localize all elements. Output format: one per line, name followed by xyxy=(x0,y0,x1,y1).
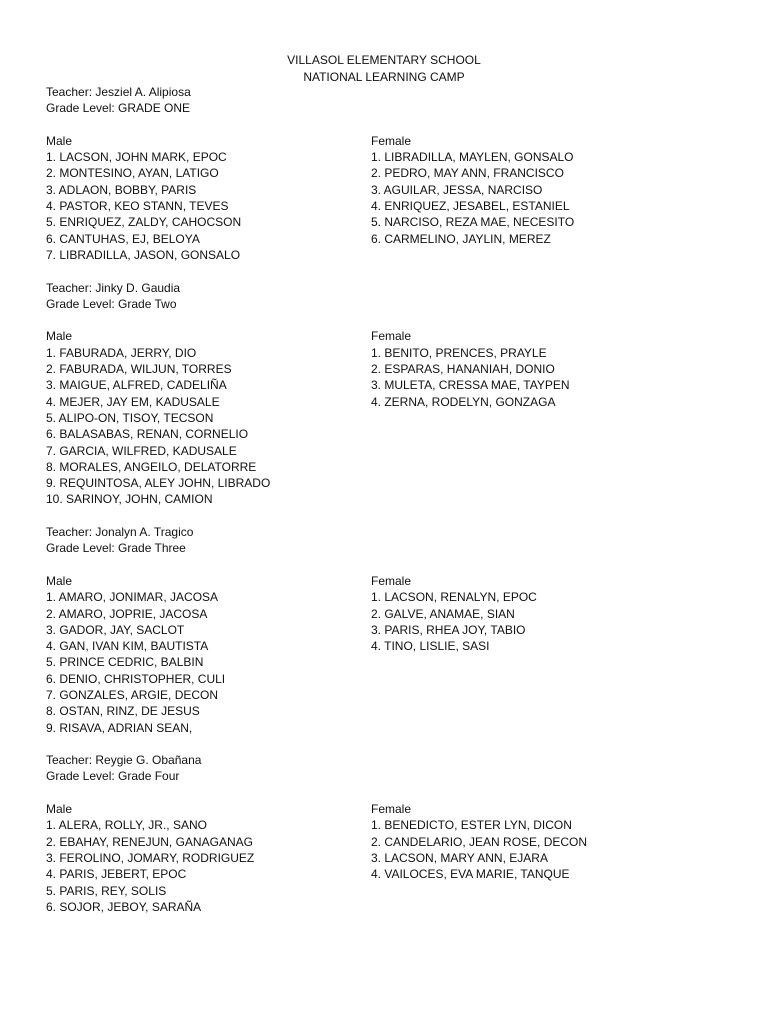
teacher-name: Teacher: Reygie G. Obañana xyxy=(46,753,202,768)
teacher-name: Teacher: Jesziel A. Alipiosa xyxy=(46,85,191,99)
female-list xyxy=(371,149,711,247)
list-item: 8. MORALES, ANGEILO, DELATORRE xyxy=(46,459,257,474)
teacher-name: Teacher: Jonalyn A. Tragico xyxy=(46,525,194,540)
list-item: 3. PARIS, RHEA JOY, TABIO xyxy=(371,622,526,637)
school-name: VILLASOL ELEMENTARY SCHOOL xyxy=(287,53,481,67)
female-heading: Female xyxy=(371,329,412,344)
list-item: 2. GALVE, ANAMAE, SIAN xyxy=(371,606,515,621)
list-item: 7. LIBRADILLA, JASON, GONSALO xyxy=(46,247,241,262)
list-item: 1. LACSON, JOHN MARK, EPOC xyxy=(46,150,227,165)
list-item: 5. PARIS, REY, SOLIS xyxy=(46,883,167,898)
female-list xyxy=(371,817,711,882)
male-list xyxy=(46,149,371,263)
event-name: NATIONAL LEARNING CAMP xyxy=(303,69,465,84)
list-item: 2. FABURADA, WILJUN, TORRES xyxy=(46,362,232,377)
list-item: 5. PRINCE CEDRIC, BALBIN xyxy=(46,655,204,670)
list-item: 6. CARMELINO, JAYLIN, MEREZ xyxy=(371,231,551,246)
grade-level: Grade Level: Grade Two xyxy=(46,296,177,311)
list-item: 1. BENITO, PRENCES, PRAYLE xyxy=(371,345,547,360)
list-item: 9. RISAVA, ADRIAN SEAN, xyxy=(46,720,193,735)
class-section-grade-two xyxy=(46,280,746,524)
male-column xyxy=(46,801,371,915)
list-item: 3. ADLAON, BOBBY, PARIS xyxy=(46,182,197,197)
list-item: 1. LACSON, RENALYN, EPOC xyxy=(371,590,537,605)
list-item: 2. AMARO, JOPRIE, JACOSA xyxy=(46,606,208,621)
list-item: 9. REQUINTOSA, ALEY JOHN, LIBRADO xyxy=(46,476,271,491)
female-list xyxy=(371,345,711,410)
list-item: 4. TINO, LISLIE, SASI xyxy=(371,639,490,654)
male-heading: Male xyxy=(46,802,73,817)
document-header xyxy=(0,52,768,85)
list-item: 7. GONZALES, ARGIE, DECON xyxy=(46,687,219,702)
list-item: 6. DENIO, CHRISTOPHER, CULI xyxy=(46,671,226,686)
list-item: 6. BALASABAS, RENAN, CORNELIO xyxy=(46,427,249,442)
list-item: 4. PASTOR, KEO STANN, TEVES xyxy=(46,199,229,214)
male-heading: Male xyxy=(46,329,73,344)
list-item: 4. GAN, IVAN KIM, BAUTISTA xyxy=(46,639,209,654)
list-item: 5. ALIPO-ON, TISOY, TECSON xyxy=(46,410,214,425)
list-item: 5. ENRIQUEZ, ZALDY, CAHOCSON xyxy=(46,215,242,230)
list-item: 4. ENRIQUEZ, JESABEL, ESTANIEL xyxy=(371,199,570,214)
male-column xyxy=(46,328,371,507)
grade-level: Grade Level: GRADE ONE xyxy=(46,101,191,116)
class-section-grade-three xyxy=(46,524,746,752)
list-item: 4. PARIS, JEBERT, EPOC xyxy=(46,867,187,882)
teacher-name: Teacher: Jinky D. Gaudia xyxy=(46,280,181,295)
female-column xyxy=(371,328,711,507)
female-column xyxy=(371,133,711,263)
list-item: 4. VAILOCES, EVA MARIE, TANQUE xyxy=(371,867,570,882)
class-section-grade-one xyxy=(46,84,746,280)
list-item: 4. MEJER, JAY EM, KADUSALE xyxy=(46,394,220,409)
list-item: 10. SARINOY, JOHN, CAMION xyxy=(46,492,213,507)
list-item: 4. ZERNA, RODELYN, GONZAGA xyxy=(371,394,556,409)
male-column xyxy=(46,133,371,263)
list-item: 3. MULETA, CRESSA MAE, TAYPEN xyxy=(371,378,570,393)
list-item: 3. FEROLINO, JOMARY, RODRIGUEZ xyxy=(46,850,255,865)
female-column xyxy=(371,801,711,915)
list-item: 1. AMARO, JONIMAR, JACOSA xyxy=(46,590,219,605)
list-item: 2. EBAHAY, RENEJUN, GANAGANAG xyxy=(46,834,253,849)
male-heading: Male xyxy=(46,573,73,588)
list-item: 7. GARCIA, WILFRED, KADUSALE xyxy=(46,443,237,458)
list-item: 8. OSTAN, RINZ, DE JESUS xyxy=(46,704,200,719)
list-item: 6. SOJOR, JEBOY, SARAÑA xyxy=(46,899,202,914)
list-item: 1. ALERA, ROLLY, JR., SANO xyxy=(46,818,207,833)
grade-level: Grade Level: Grade Four xyxy=(46,769,180,784)
female-heading: Female xyxy=(371,133,412,148)
female-heading: Female xyxy=(371,802,412,817)
grade-level: Grade Level: Grade Three xyxy=(46,541,186,556)
list-item: 2. MONTESINO, AYAN, LATIGO xyxy=(46,166,219,181)
male-column xyxy=(46,573,371,736)
female-heading: Female xyxy=(371,573,412,588)
list-item: 1. FABURADA, JERRY, DIO xyxy=(46,345,197,360)
male-list xyxy=(46,345,371,508)
list-item: 3. LACSON, MARY ANN, EJARA xyxy=(371,850,548,865)
list-item: 3. MAIGUE, ALFRED, CADELIÑA xyxy=(46,378,227,393)
female-list xyxy=(371,589,711,654)
list-item: 2. CANDELARIO, JEAN ROSE, DECON xyxy=(371,834,588,849)
list-item: 3. GADOR, JAY, SACLOT xyxy=(46,622,185,637)
list-item: 3. AGUILAR, JESSA, NARCISO xyxy=(371,182,543,197)
class-section-grade-four xyxy=(46,752,746,915)
male-list xyxy=(46,817,371,915)
list-item: 6. CANTUHAS, EJ, BELOYA xyxy=(46,231,200,246)
male-list xyxy=(46,589,371,736)
list-item: 2. PEDRO, MAY ANN, FRANCISCO xyxy=(371,166,564,181)
list-item: 5. NARCISO, REZA MAE, NECESITO xyxy=(371,215,575,230)
female-column xyxy=(371,573,711,736)
list-item: 2. ESPARAS, HANANIAH, DONIO xyxy=(371,362,555,377)
list-item: 1. BENEDICTO, ESTER LYN, DICON xyxy=(371,818,572,833)
class-sections xyxy=(46,84,746,915)
male-heading: Male xyxy=(46,133,73,148)
list-item: 1. LIBRADILLA, MAYLEN, GONSALO xyxy=(371,150,574,165)
